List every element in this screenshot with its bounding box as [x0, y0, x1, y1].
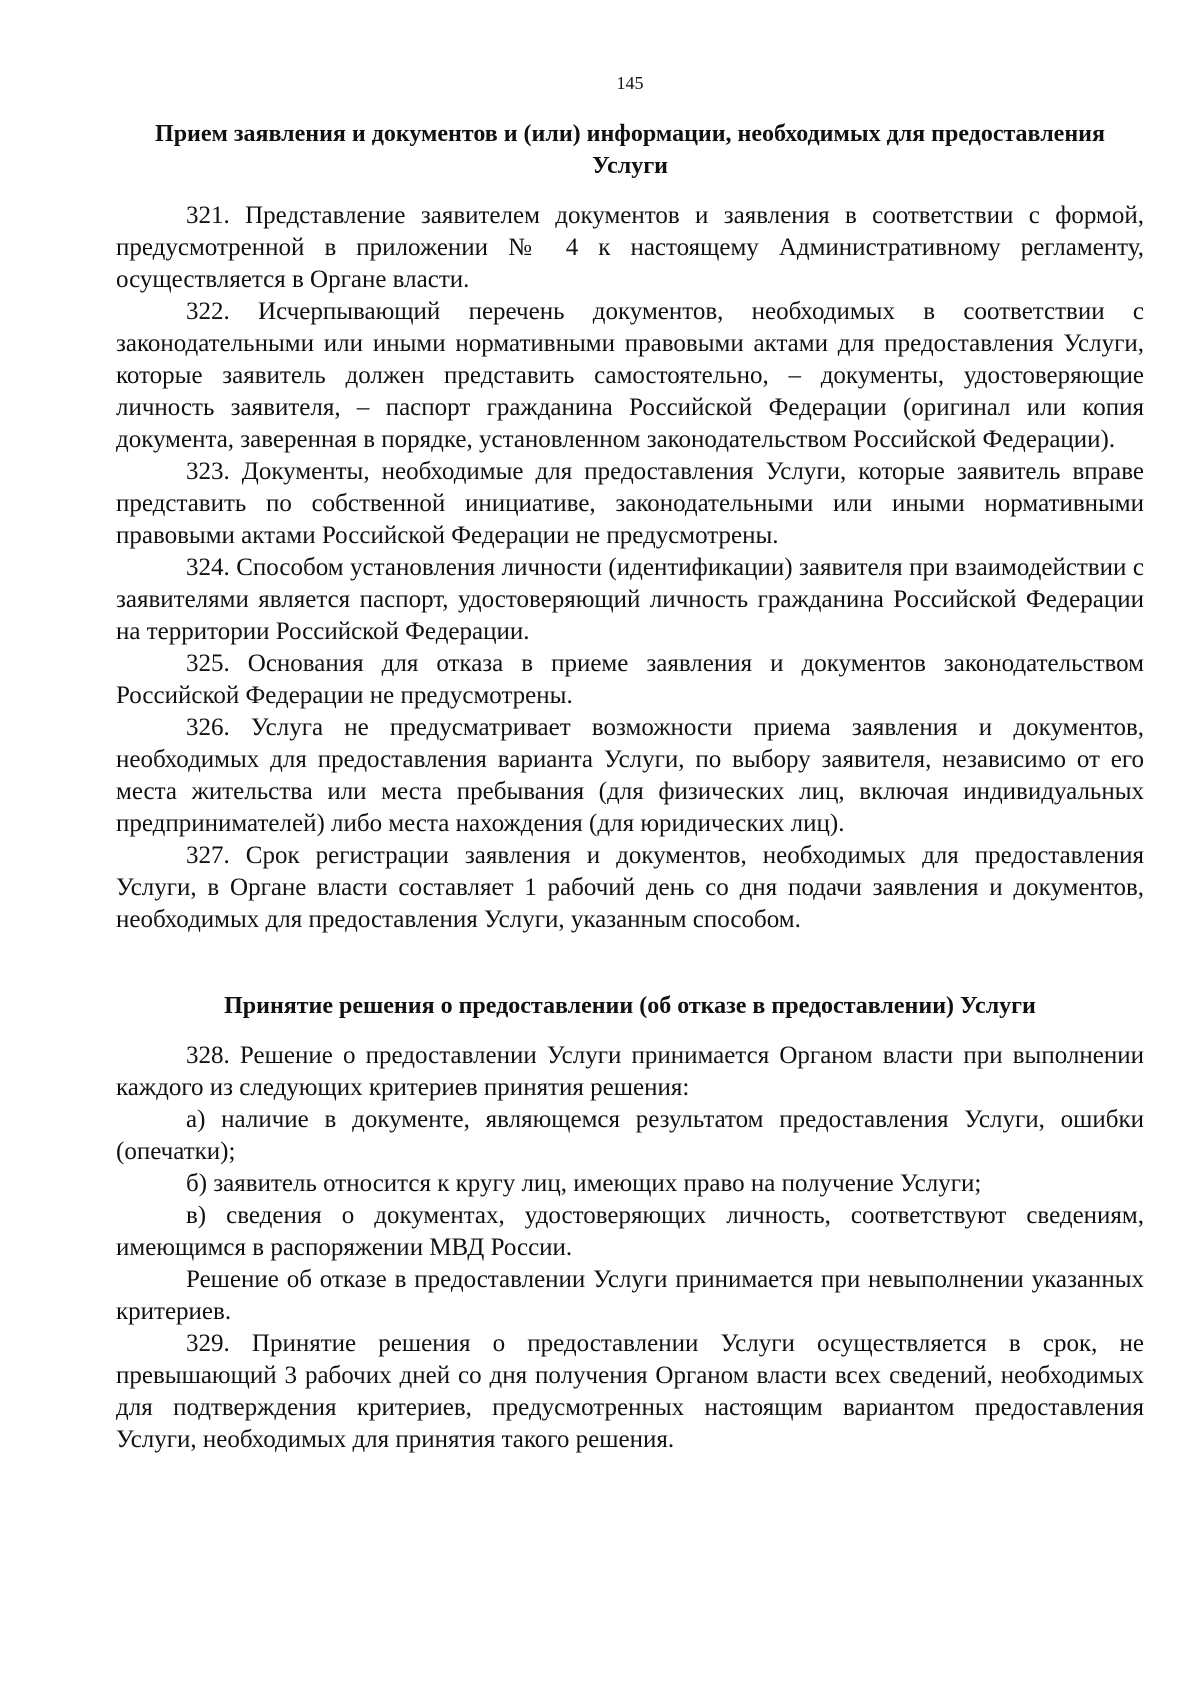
criterion-b: б) заявитель относится к кругу лиц, имеющих право на получение Услуги;	[186, 1170, 982, 1197]
paragraph-refusal: Решение об отказе в предоставлении Услуги принимается при невыполнении указанных критериев.	[116, 1266, 1144, 1325]
page-content	[116, 118, 1144, 1456]
paragraph-329: 329. Принятие решения о предоставлении Услуги осуществляется в срок, не превышающий 3 рабочих дней со дня получения Органом власти всех сведений, необходимых для подтверждения критериев, предусмотренных настоящим вариантом предоставления Услуги, необходимых для принятия такого решения.	[116, 1330, 1144, 1453]
section-heading-application-intake: Прием заявления и документов и (или) информации, необходимых для предоставления Услуги	[155, 121, 1105, 179]
paragraph-323: 323. Документы, необходимые для предоставления Услуги, которые заявитель вправе представить по собственной инициативе, законодательными или иными нормативными правовыми актами Российской Федерации не предусмотрены.	[116, 458, 1144, 549]
paragraph-328: 328. Решение о предоставлении Услуги принимается Органом власти при выполнении каждого из следующих критериев принятия решения:	[116, 1042, 1144, 1101]
paragraph-321: 321. Представление заявителем документов и заявления в соответствии с формой, предусмотренной в приложении № 4 к настоящему Административному регламенту, осуществляется в Органе власти.	[116, 202, 1144, 293]
criterion-a: а) наличие в документе, являющемся результатом предоставления Услуги, ошибки (опечатки);	[116, 1106, 1144, 1165]
paragraph-322: 322. Исчерпывающий перечень документов, необходимых в соответствии с законодательными или иными нормативными правовыми актами для предоставления Услуги, которые заявитель должен представить самостоятельно, – документы, удостоверяющие личность заявителя, – паспорт гражданина Российской Федерации (оригинал или копия документа, заверенная в порядке, установленном законодательством Российской Федерации).	[116, 298, 1144, 453]
page-number: 145	[616, 73, 644, 93]
paragraph-325: 325. Основания для отказа в приеме заявления и документов законодательством Российской Федерации не предусмотрены.	[116, 650, 1144, 709]
section-heading-decision: Принятие решения о предоставлении (об отказе в предоставлении) Услуги	[224, 993, 1036, 1019]
paragraph-324: 324. Способом установления личности (идентификации) заявителя при взаимодействии с заявителями является паспорт, удостоверяющий личность гражданина Российской Федерации на территории Российской Федерации.	[116, 554, 1144, 645]
criterion-c: в) сведения о документах, удостоверяющих личность, соответствуют сведениям, имеющимся в распоряжении МВД России.	[116, 1202, 1144, 1261]
paragraph-326: 326. Услуга не предусматривает возможности приема заявления и документов, необходимых для предоставления варианта Услуги, по выбору заявителя, независимо от его места жительства или места пребывания (для физических лиц, включая индивидуальных предпринимателей) либо места нахождения (для юридических лиц).	[116, 714, 1144, 837]
paragraph-327: 327. Срок регистрации заявления и документов, необходимых для предоставления Услуги, в Органе власти составляет 1 рабочий день со дня подачи заявления и документов, необходимых для предоставления Услуги, указанным способом.	[116, 842, 1144, 933]
